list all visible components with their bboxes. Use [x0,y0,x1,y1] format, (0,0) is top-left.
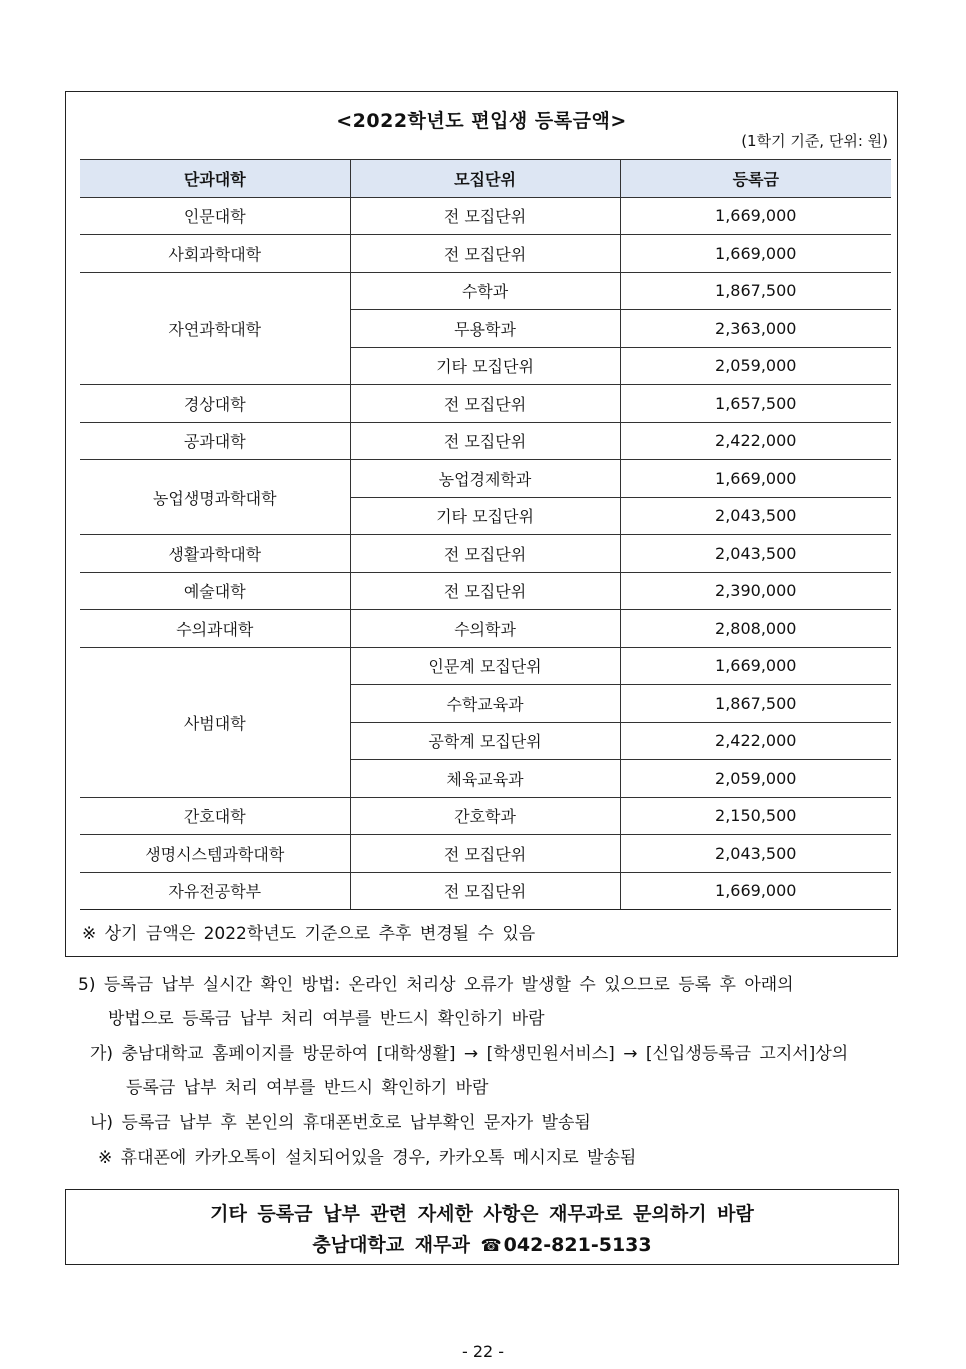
college-cell: 경상대학 [80,385,350,423]
unit-cell: 공학계 모집단위 [350,722,620,760]
unit-cell: 전 모집단위 [350,535,620,573]
contact-office: 충남대학교 재무과 [312,1234,470,1256]
college-cell: 생명시스템과학대학 [80,835,350,873]
fee-cell: 2,390,000 [620,572,891,610]
college-cell: 인문대학 [80,197,350,235]
unit-cell: 전 모집단위 [350,835,620,873]
unit-cell: 전 모집단위 [350,197,620,235]
unit-cell: 수학교육과 [350,685,620,723]
fee-table-title: <2022학년도 편입생 등록금액> [336,110,627,132]
college-cell: 생활과학대학 [80,535,350,573]
unit-cell: 간호학과 [350,797,620,835]
note-item-5-line1: 5) 등록금 납부 실시간 확인 방법: 온라인 처리상 오류가 발생할 수 있으므로 등록 후 아래의 [78,975,794,995]
fee-cell: 2,059,000 [620,760,891,798]
header-unit: 모집단위 [350,160,620,198]
unit-cell: 수의학과 [350,610,620,648]
unit-cell: 체육교육과 [350,760,620,798]
table-row [80,422,891,460]
fee-cell: 2,363,000 [620,310,891,348]
table-row [80,197,891,235]
fee-cell: 2,422,000 [620,422,891,460]
unit-cell: 전 모집단위 [350,572,620,610]
page-number: - 22 - [461,1342,505,1361]
contact-box [65,1189,899,1265]
note-item-ga-line1: 가) 충남대학교 홈페이지를 방문하여 [대학생활] → [학생민원서비스] → [신입생등록금 고지서]상의 [90,1044,849,1064]
table-header-row [80,160,891,198]
fee-cell: 1,669,000 [620,235,891,273]
fee-cell: 1,669,000 [620,460,891,498]
contact-phone: 042-821-5133 [503,1234,652,1256]
college-cell: 자유전공학부 [80,872,350,910]
college-cell: 수의과대학 [80,610,350,648]
fee-table-unit-note: (1학기 기준, 단위: 원) [741,132,888,150]
header-fee: 등록금 [620,160,891,198]
table-row [80,235,891,273]
unit-cell: 전 모집단위 [350,235,620,273]
unit-cell: 수학과 [350,272,620,310]
fee-cell: 2,150,500 [620,797,891,835]
unit-cell: 무용학과 [350,310,620,348]
table-row [80,572,891,610]
header-college: 단과대학 [80,160,350,198]
unit-cell: 기타 모집단위 [350,347,620,385]
fee-cell: 2,043,500 [620,497,891,535]
fee-cell: 1,867,500 [620,272,891,310]
fee-cell: 1,669,000 [620,197,891,235]
fee-cell: 2,808,000 [620,610,891,648]
fee-cell: 2,059,000 [620,347,891,385]
table-row [80,797,891,835]
tuition-fee-box [65,91,898,957]
college-cell: 사회과학대학 [80,235,350,273]
table-row [80,647,891,685]
fee-cell: 1,669,000 [620,647,891,685]
college-cell: 농업생명과학대학 [80,460,350,535]
table-row [80,535,891,573]
college-cell: 공과대학 [80,422,350,460]
phone-icon: ☎ [480,1236,502,1256]
contact-message: 기타 등록금 납부 관련 자세한 사항은 재무과로 문의하기 바람 [210,1203,754,1225]
fee-cell: 2,043,500 [620,535,891,573]
college-cell: 예술대학 [80,572,350,610]
note-item-na: 나) 등록금 납부 후 본인의 휴대폰번호로 납부확인 문자가 발송됨 [90,1113,591,1133]
contact-office-line [66,1230,898,1257]
unit-cell: 기타 모집단위 [350,497,620,535]
table-row [80,610,891,648]
unit-cell: 농업경제학과 [350,460,620,498]
table-row [80,835,891,873]
college-cell: 간호대학 [80,797,350,835]
note-kakao: ※ 휴대폰에 카카오톡이 설치되어있을 경우, 카카오톡 메시지로 발송됨 [98,1148,637,1168]
unit-cell: 인문계 모집단위 [350,647,620,685]
fee-cell: 1,669,000 [620,872,891,910]
college-cell: 자연과학대학 [80,272,350,385]
table-row [80,272,891,310]
unit-cell: 전 모집단위 [350,385,620,423]
fee-table-footnote: ※ 상기 금액은 2022학년도 기준으로 추후 변경될 수 있음 [82,924,536,944]
table-row [80,460,891,498]
unit-cell: 전 모집단위 [350,422,620,460]
fee-cell: 2,422,000 [620,722,891,760]
note-item-5-line2: 방법으로 등록금 납부 처리 여부를 반드시 확인하기 바람 [108,1009,545,1029]
unit-cell: 전 모집단위 [350,872,620,910]
note-item-ga-line2: 등록금 납부 처리 여부를 반드시 확인하기 바람 [126,1078,489,1098]
table-row [80,385,891,423]
college-cell: 사범대학 [80,647,350,797]
fee-cell: 2,043,500 [620,835,891,873]
tuition-fee-table [80,159,891,910]
table-row [80,872,891,910]
fee-cell: 1,867,500 [620,685,891,723]
fee-cell: 1,657,500 [620,385,891,423]
